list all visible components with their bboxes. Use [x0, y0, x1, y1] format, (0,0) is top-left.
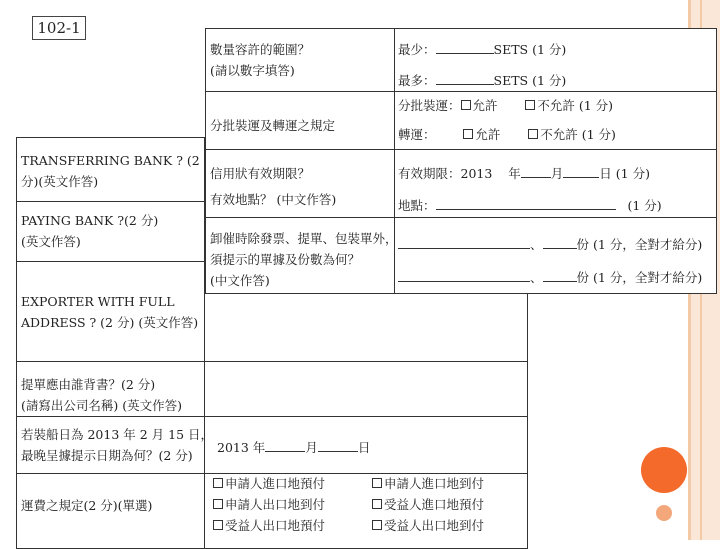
exporter-question: EXPORTER WITH FULL ADDRESS ? (2 分) (英文作答) [21, 294, 199, 330]
documents-answer-2[interactable]: 、 份 (1 分，全對才給分) [398, 267, 702, 288]
expiry-place-question: 有效地點？ (中文作答) [210, 192, 337, 207]
shipment-date-answer[interactable]: 2013 年 月 日 [217, 440, 371, 455]
documents-answer-1[interactable]: 、 份 (1 分，全對才給分) [398, 234, 702, 255]
decorative-circle-large [641, 447, 687, 493]
transferring-bank-question: TRANSFERRING BANK ? (2 分)(英文作答) [21, 153, 200, 189]
partial-shipment-answer[interactable]: 分批裝運： 允許 不允許 (1 分) [398, 98, 614, 113]
documents-question: 卸催時除發票、提單、包裝單外， 須提示的單據及份數為何？ (中文作答) [210, 231, 398, 288]
quantity-max-answer[interactable]: 最多： SETS (1 分) [398, 73, 567, 88]
checkbox-icon[interactable] [213, 499, 223, 509]
checkbox-icon[interactable] [372, 478, 382, 488]
checkbox-icon[interactable] [525, 100, 535, 110]
slide-number-label: 102-1 [32, 16, 86, 40]
expiry-question: 信用狀有效期限？ [210, 166, 311, 181]
quantity-min-answer[interactable]: 最少： SETS (1 分) [398, 42, 567, 57]
freight-options-col2[interactable]: 申請人進口地到付 受益人進口地預付 受益人出口地到付 [372, 473, 484, 536]
decorative-circle-small [656, 505, 672, 521]
shipment-date-question: 若裝船日為 2013 年 2 月 15 日， 最晚呈據提示日期為何？(2 分) [21, 427, 214, 463]
expiry-place-answer[interactable]: 地點： (1 分) [398, 198, 662, 213]
expiry-date-answer[interactable]: 有效期限：2013 年 月 日 (1 分) [398, 166, 650, 181]
bl-endorse-question: 提單應由誰背書？(2 分) (請寫出公司名稱) (英文作答) [21, 377, 182, 413]
checkbox-icon[interactable] [528, 129, 538, 139]
partial-shipment-question: 分批裝運及轉運之規定 [210, 118, 336, 133]
checkbox-icon[interactable] [213, 520, 223, 530]
checkbox-icon[interactable] [213, 478, 223, 488]
checkbox-icon[interactable] [372, 520, 382, 530]
freight-question: 運費之規定(2 分)(單選) [21, 498, 153, 513]
freight-options-col1[interactable]: 申請人進口地預付 申請人出口地到付 受益人出口地預付 [213, 473, 325, 536]
right-question-table [205, 28, 717, 294]
checkbox-icon[interactable] [372, 499, 382, 509]
transhipment-answer[interactable]: 轉運： 允許 不允許 (1 分) [398, 127, 616, 142]
paying-bank-question: PAYING BANK ?(2 分) (英文作答) [21, 213, 159, 249]
checkbox-icon[interactable] [461, 100, 471, 110]
quantity-question: 數量容許的範圍？ (請以數字填答) [210, 42, 311, 78]
checkbox-icon[interactable] [463, 129, 473, 139]
